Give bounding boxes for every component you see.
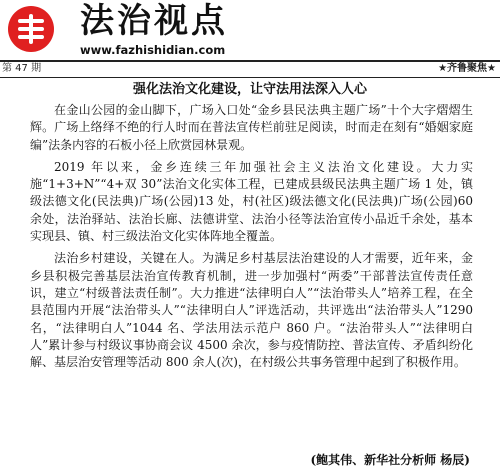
issue-number: 第 47 期 xyxy=(2,63,42,74)
masthead-rule xyxy=(0,60,500,62)
article-paragraph: 法治乡村建设，关键在人。为满足乡村基层法治建设的人才需要，近年来，金乡县积极完善基层法治宣传教育机制，进一步加强村“两委”干部普法宣传责任意识，建立“村级普法责任制”。大力推进“法律明白人”“法治带头人”培养工程，在全县范围内开展“法治带头人”“法律明白人”评选活动，共评选出“法治带头人”1290 名，“法律明白人”1044 名、学法用法示范户 860 户。“法治带头人”“法律明白人”累计参与村级议事协商会议 4500 余次，参与疫情防控、普法宣传、矛盾纠纷化解、基层治安管理等活动 800 余人(次)，在村级公共事务管理中起到了积极作用。 xyxy=(30,251,473,370)
masthead xyxy=(0,0,500,58)
masthead-title: 法治视点 xyxy=(80,1,228,41)
column-label: ★齐鲁聚焦★ xyxy=(438,63,496,74)
article-paragraph: 2019 年以来，金乡连续三年加强社会主义法治文化建设。大力实施“1+3+N”“4+双 30”法治文化实体工程，已建成县级民法典主题广场 1 处，镇级法德文化(民法典)广场(公园)13 处，村(社区)级法德文化(民法典)广场(公园)60 余处，法治驿站、法治长廊、法德讲堂、法治小径等法治宣传小品近千余处，基本实现县、镇、村三级法治文化实体阵地全覆盖。 xyxy=(30,159,473,244)
website-url: www.fazhishidian.com xyxy=(80,43,226,57)
article-headline: 强化法治文化建设，让守法用法深入人心 xyxy=(132,82,367,97)
article-body xyxy=(30,102,473,376)
article-paragraph: 在金山公园的金山脚下，广场入口处“金乡县民法典主题广场”十个大字熠熠生辉。广场上络绎不绝的行人时而在普法宣传栏前驻足阅读，时而走在刻有“婚姻家庭编”法条内容的石板小径上欣赏园林景观。 xyxy=(30,103,473,152)
article-byline: (鲍其伟、新华社分析师 杨辰) xyxy=(310,453,470,467)
header-divider xyxy=(0,77,500,78)
red-circle-logo-icon xyxy=(6,4,56,54)
